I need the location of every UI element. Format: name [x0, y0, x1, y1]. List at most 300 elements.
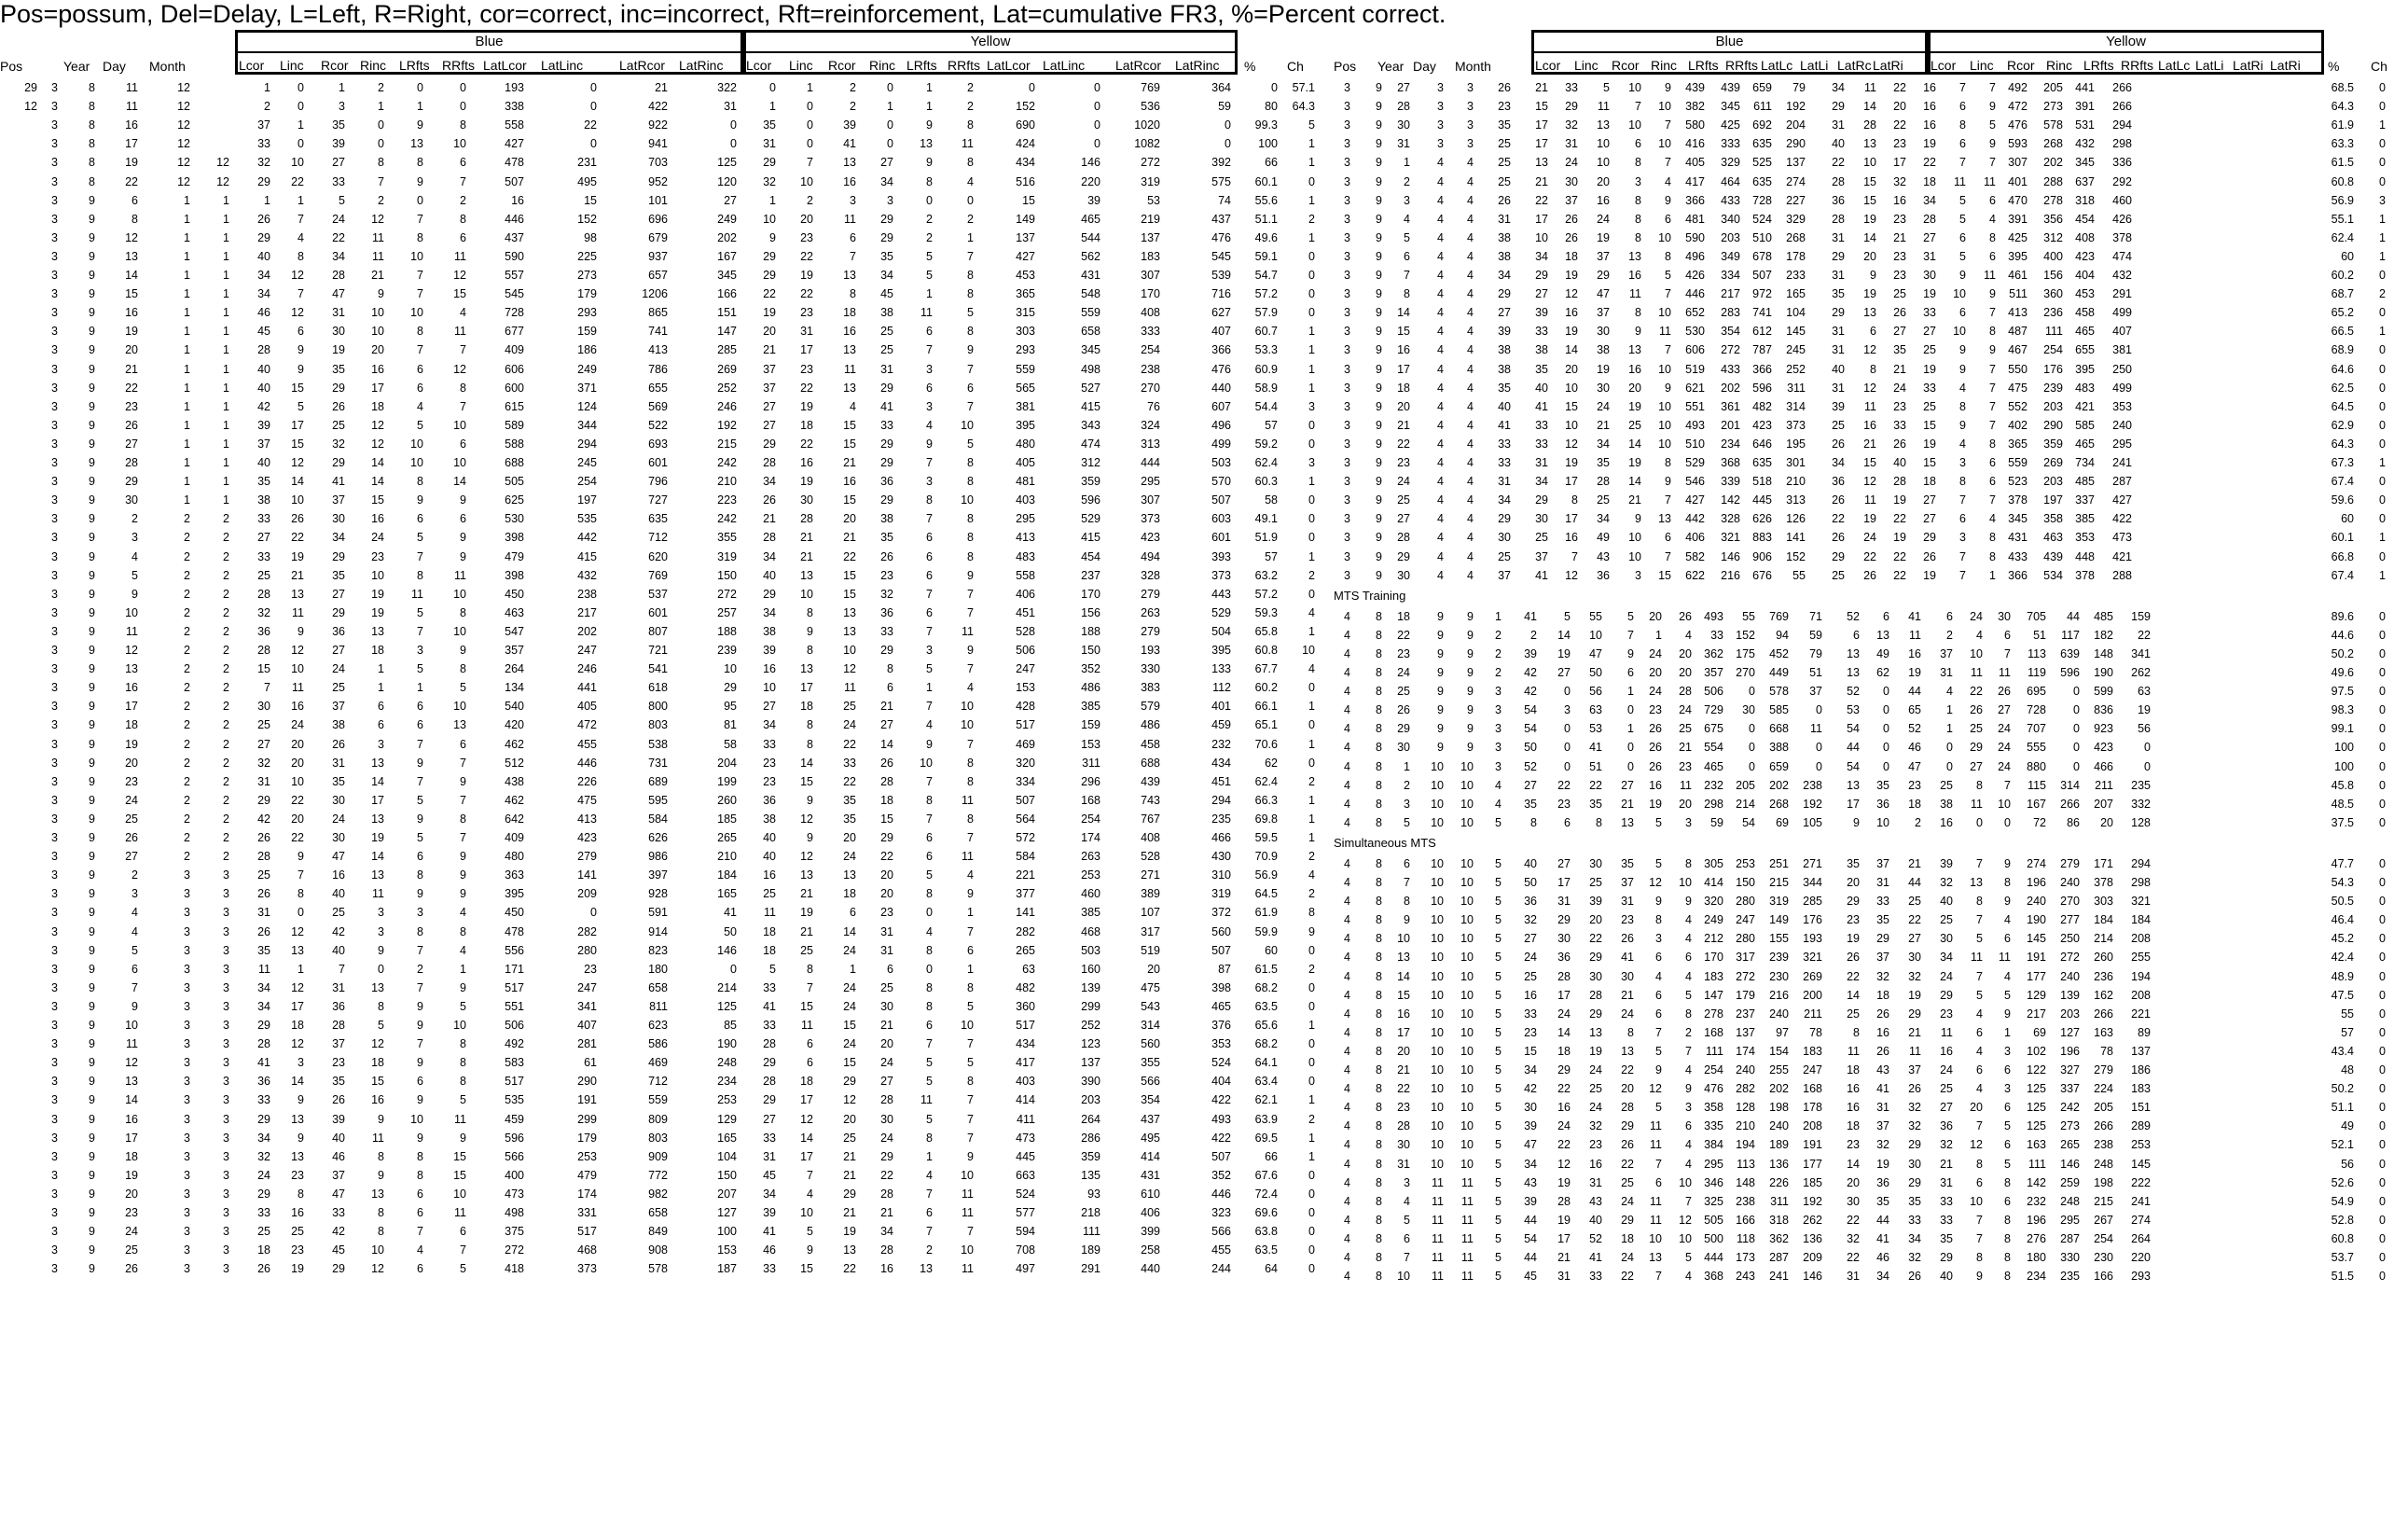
table-cell: 11	[1971, 666, 1983, 679]
table-cell: 27	[880, 1075, 893, 1089]
table-cell: 18	[371, 644, 384, 657]
table-cell: 398	[1211, 980, 1231, 994]
left-blue-group-label: Blue	[238, 33, 740, 53]
table-cell: 1	[1308, 1019, 1315, 1032]
table-cell: 455	[1211, 1243, 1231, 1257]
table-cell: 507	[505, 174, 524, 188]
table-cell: 22	[1847, 1213, 1860, 1227]
table-cell: 37	[1940, 646, 1953, 660]
table-cell: 11	[962, 793, 974, 807]
table-cell: 0	[590, 81, 597, 94]
table-cell: 4	[1467, 362, 1474, 376]
table-cell: 178	[1786, 249, 1806, 263]
table-cell: 17	[800, 343, 813, 357]
table-cell: 545	[1211, 249, 1231, 263]
table-cell: 0	[590, 906, 597, 920]
table-cell: 9	[298, 624, 304, 638]
table-cell: 1	[926, 1149, 933, 1163]
table-cell: 22	[843, 774, 856, 788]
table-cell: 4	[1437, 287, 1444, 301]
table-cell: 15	[453, 1168, 466, 1182]
table-cell: 38	[1535, 343, 1548, 357]
table-cell: 28	[257, 343, 270, 357]
table-cell: 14	[125, 269, 138, 282]
table-cell: 9	[1665, 193, 1671, 207]
table-cell: 2	[223, 531, 229, 545]
table-cell: 11	[1864, 493, 1876, 507]
table-cell: 6	[1627, 666, 1634, 679]
table-cell: 202	[577, 624, 597, 638]
column-header: LatRinc	[1175, 58, 1220, 73]
table-cell: 34	[1940, 951, 1953, 965]
table-cell: 13	[843, 381, 856, 395]
table-cell: 298	[2112, 137, 2132, 151]
table-cell: 20	[291, 737, 304, 751]
table-cell: 37	[332, 1168, 345, 1182]
table-cell: 29	[1908, 1175, 1921, 1189]
table-cell: 11	[1909, 628, 1921, 642]
table-cell: 1	[1308, 325, 1315, 339]
table-cell: 395	[505, 887, 524, 901]
table-cell: 53.7	[2331, 1251, 2354, 1264]
table-cell: 493	[1211, 1112, 1231, 1126]
table-cell: 411	[1017, 1112, 1035, 1126]
table-cell: 55	[2341, 1007, 2354, 1021]
table-cell: 11	[962, 1206, 974, 1219]
table-cell: 294	[1211, 793, 1231, 807]
table-cell: 11	[1971, 951, 1983, 965]
table-cell: 64.3	[1292, 100, 1315, 114]
table-cell: 1	[1495, 609, 1502, 623]
table-cell: 7	[1959, 568, 1966, 582]
table-cell: 0	[1271, 81, 1278, 94]
table-cell: 8	[2004, 1270, 2011, 1284]
table-cell: 250	[2060, 932, 2080, 946]
table-cell: 28	[1557, 1194, 1571, 1208]
table-cell: 4	[1437, 325, 1444, 339]
table-cell: 26	[1863, 568, 1876, 582]
table-cell: 473	[1016, 1131, 1035, 1145]
section-label-simultaneous-mts: Simultaneous MTS	[1334, 835, 1436, 850]
table-cell: 60.9	[1254, 362, 1278, 376]
table-cell: 11	[126, 100, 138, 114]
table-cell: 10	[410, 249, 423, 263]
column-header: LRfts	[906, 58, 937, 73]
table-cell: 25	[1535, 531, 1548, 545]
column-header: LatLinc	[1043, 58, 1086, 73]
table-cell: 9	[2004, 1007, 2011, 1021]
table-cell: 128	[2131, 815, 2151, 829]
table-cell: 1	[1308, 737, 1315, 751]
table-cell: 10	[1460, 932, 1474, 946]
table-cell: 693	[648, 437, 668, 451]
table-cell: 13	[371, 980, 384, 994]
table-cell: 53	[1589, 722, 1602, 736]
table-cell: 3	[51, 230, 58, 244]
table-cell: 3	[298, 1056, 304, 1070]
table-cell: 18	[1557, 1044, 1571, 1058]
table-cell: 12	[1565, 287, 1578, 301]
table-cell: 559	[2008, 456, 2027, 469]
table-cell: 10	[1597, 137, 1610, 151]
table-cell: 27	[880, 718, 893, 732]
table-cell: 237	[1736, 1007, 1755, 1021]
table-cell: 41	[1908, 609, 1921, 623]
table-cell: 559	[1016, 362, 1035, 376]
table-cell: 30	[1557, 932, 1571, 946]
table-cell: 0	[1946, 759, 1953, 773]
table-cell: 7	[1655, 1157, 1662, 1171]
table-cell: 264	[1081, 1112, 1100, 1126]
table-cell: 69	[1776, 815, 1789, 829]
table-cell: 36	[1524, 895, 1537, 909]
table-cell: 99.1	[2331, 722, 2354, 736]
table-cell: 21	[800, 549, 813, 563]
table-cell: 51.1	[1254, 212, 1278, 226]
table-cell: 31	[1557, 895, 1571, 909]
table-cell: 3	[1344, 306, 1350, 320]
table-cell: 2	[223, 718, 229, 732]
table-cell: 19	[1923, 287, 1936, 301]
table-cell: 10	[1431, 1063, 1444, 1076]
table-cell: 26	[332, 399, 345, 413]
table-cell: 6	[417, 362, 423, 376]
table-cell: 418	[505, 1262, 524, 1276]
table-cell: 232	[1211, 737, 1231, 751]
table-cell: 345	[2008, 512, 2027, 526]
table-cell: 534	[2043, 568, 2063, 582]
table-cell: 22	[800, 287, 813, 301]
table-cell: 29	[1940, 988, 1953, 1002]
table-cell: 19	[1893, 531, 1906, 545]
table-cell: 260	[717, 793, 737, 807]
table-cell: 11	[1999, 666, 2011, 679]
table-cell: 4	[1437, 174, 1444, 188]
table-cell: 0	[1308, 1056, 1315, 1070]
table-cell: 3	[1344, 118, 1350, 132]
table-cell: 3	[223, 924, 229, 938]
table-cell: 159	[1081, 718, 1100, 732]
table-cell: 219	[1141, 212, 1160, 226]
table-cell: 3	[223, 1168, 229, 1182]
table-cell: 192	[1803, 1194, 1822, 1208]
table-cell: 657	[648, 269, 668, 282]
table-cell: 0	[2379, 969, 2386, 983]
table-cell: 4	[1437, 456, 1444, 469]
table-cell: 8	[1376, 1251, 1382, 1264]
table-cell: 33	[257, 1093, 270, 1107]
table-cell: 6	[1946, 609, 1953, 623]
table-cell: 18	[1397, 609, 1410, 623]
table-cell: 413	[648, 343, 668, 357]
table-cell: 35	[1893, 343, 1906, 357]
table-cell: 1	[1308, 549, 1315, 563]
table-cell: 22	[1621, 1270, 1634, 1284]
table-cell: 29	[1876, 932, 1889, 946]
table-cell: 295	[2060, 1213, 2080, 1227]
table-cell: 35	[1847, 856, 1860, 870]
table-cell: 0	[730, 137, 737, 151]
table-cell: 437	[1211, 212, 1231, 226]
table-cell: 2	[926, 230, 933, 244]
table-cell: 45	[763, 1168, 776, 1182]
table-cell: 0	[2379, 685, 2386, 699]
table-cell: 12	[291, 269, 304, 282]
table-cell: 8	[417, 230, 423, 244]
table-cell: 10	[1953, 287, 1966, 301]
table-cell: 6	[417, 700, 423, 714]
table-cell: 10	[961, 493, 974, 507]
table-cell: 363	[505, 868, 524, 882]
table-cell: 7	[967, 1112, 974, 1126]
table-cell: 6	[887, 681, 893, 695]
table-cell: 9	[769, 230, 776, 244]
table-cell: 279	[1141, 587, 1160, 601]
table-cell: 17	[291, 999, 304, 1013]
table-cell: 8	[1376, 932, 1382, 946]
table-cell: 29	[1565, 100, 1578, 114]
table-cell: 323	[1211, 1206, 1231, 1219]
table-cell: 34	[763, 718, 776, 732]
table-cell: 3	[184, 1243, 190, 1257]
table-cell: 24	[371, 531, 384, 545]
table-cell: 1	[298, 118, 304, 132]
table-cell: 9	[1467, 703, 1474, 717]
table-cell: 4	[1976, 1007, 1983, 1021]
table-cell: 3	[51, 850, 58, 864]
table-cell: 8	[1989, 230, 1996, 244]
table-cell: 19	[763, 306, 776, 320]
table-cell: 33	[332, 174, 345, 188]
table-cell: 0	[1029, 81, 1035, 94]
table-cell: 9	[1376, 343, 1382, 357]
table-cell: 221	[2131, 1007, 2151, 1021]
table-cell: 210	[717, 850, 737, 864]
table-cell: 262	[1803, 1213, 1822, 1227]
table-cell: 50	[724, 924, 737, 938]
table-cell: 62.4	[1254, 456, 1278, 469]
table-cell: 12	[291, 924, 304, 938]
table-cell: 47	[332, 287, 345, 301]
table-cell: 21	[843, 1206, 856, 1219]
table-cell: 9	[1437, 609, 1444, 623]
table-cell: 4	[131, 924, 138, 938]
table-cell: 26	[1498, 193, 1511, 207]
table-cell: 9	[460, 531, 466, 545]
table-cell: 445	[1016, 1149, 1035, 1163]
table-cell: 39	[332, 137, 345, 151]
table-cell: 159	[2131, 609, 2151, 623]
table-cell: 51	[2033, 628, 2046, 642]
table-cell: 405	[1016, 456, 1035, 469]
table-cell: 3	[51, 756, 58, 770]
table-cell: 10	[1460, 1119, 1474, 1133]
table-cell: 480	[1016, 437, 1035, 451]
table-cell: 28	[880, 1243, 893, 1257]
table-cell: 399	[1141, 1225, 1160, 1239]
table-cell: 14	[1557, 628, 1571, 642]
table-cell: 0	[1564, 741, 1571, 755]
table-cell: 769	[1769, 609, 1789, 623]
table-cell: 0	[378, 118, 384, 132]
table-cell: 3	[51, 831, 58, 844]
table-cell: 294	[2112, 118, 2132, 132]
table-cell: 19	[1597, 230, 1610, 244]
table-cell: 10	[1953, 325, 1966, 339]
table-cell: 39	[1498, 325, 1511, 339]
table-cell: 22	[1621, 1157, 1634, 1171]
table-cell: 1	[1655, 628, 1662, 642]
table-cell: 238	[1141, 362, 1160, 376]
table-cell: 22	[763, 287, 776, 301]
table-cell: 29	[332, 381, 345, 395]
table-cell: 31	[1832, 230, 1845, 244]
table-cell: 14	[291, 475, 304, 489]
table-cell: 18	[880, 793, 893, 807]
table-cell: 238	[1736, 1194, 1755, 1208]
table-cell: 27	[724, 193, 737, 207]
table-cell: 8	[926, 999, 933, 1013]
table-cell: 10	[1597, 156, 1610, 170]
table-cell: 440	[1141, 1262, 1160, 1276]
table-cell: 34	[1535, 249, 1548, 263]
table-cell: 517	[577, 1225, 597, 1239]
column-header: Month	[1455, 59, 1491, 74]
table-cell: 0	[1308, 1075, 1315, 1089]
table-cell: 2	[1404, 778, 1410, 792]
table-cell: 152	[1786, 549, 1806, 563]
table-cell: 359	[1081, 1149, 1100, 1163]
table-cell: 42	[332, 1225, 345, 1239]
column-header: LatLcor	[987, 58, 1031, 73]
table-cell: 149	[1769, 913, 1789, 927]
table-cell: 9	[89, 212, 95, 226]
table-cell: 426	[1685, 269, 1705, 282]
table-cell: 3	[1404, 1175, 1410, 1189]
table-cell: 45	[257, 325, 270, 339]
table-cell: 5	[807, 1225, 813, 1239]
table-cell: 0	[2379, 609, 2386, 623]
table-cell: 470	[2008, 193, 2027, 207]
table-cell: 273	[2043, 100, 2063, 114]
table-cell: 2	[1495, 666, 1502, 679]
table-cell: 10	[1431, 876, 1444, 889]
table-cell: 29	[880, 644, 893, 657]
table-cell: 1	[223, 362, 229, 376]
table-cell: 511	[2009, 287, 2027, 301]
table-cell: 566	[1211, 1225, 1231, 1239]
table-cell: 3	[51, 1187, 58, 1201]
table-cell: 9	[1665, 475, 1671, 489]
table-cell: 9	[1376, 512, 1382, 526]
table-cell: 8	[460, 1075, 466, 1089]
table-cell: 44.6	[2331, 628, 2354, 642]
table-cell: 5	[1308, 118, 1315, 132]
table-cell: 8	[89, 174, 95, 188]
table-cell: 24	[880, 1131, 893, 1145]
table-cell: 25	[1597, 493, 1610, 507]
table-cell: 54	[1524, 1231, 1537, 1245]
table-cell: 344	[577, 418, 597, 432]
table-cell: 174	[1736, 1044, 1755, 1058]
table-cell: 22	[1847, 969, 1860, 983]
table-cell: 9	[89, 437, 95, 451]
table-cell: 0	[1094, 137, 1100, 151]
table-cell: 8	[1627, 1025, 1634, 1039]
table-cell: 475	[1141, 980, 1160, 994]
table-cell: 100	[1258, 137, 1278, 151]
table-cell: 26	[1847, 951, 1860, 965]
table-cell: 492	[505, 1037, 524, 1051]
table-cell: 7	[1989, 306, 1996, 320]
table-cell: 15	[880, 812, 893, 826]
table-cell: 26	[125, 418, 138, 432]
table-cell: 0	[590, 137, 597, 151]
table-cell: 226	[577, 774, 597, 788]
table-cell: 299	[577, 1112, 597, 1126]
table-cell: 137	[2131, 1044, 2151, 1058]
table-cell: 9	[1404, 913, 1410, 927]
table-cell: 623	[648, 1019, 668, 1032]
table-cell: 26	[1649, 741, 1662, 755]
table-cell: 3	[51, 1019, 58, 1032]
table-cell: 19	[1557, 646, 1571, 660]
table-cell: 11	[258, 962, 270, 976]
table-cell: 444	[1704, 1251, 1723, 1264]
table-cell: 395	[2075, 362, 2095, 376]
table-cell: 928	[648, 887, 668, 901]
table-cell: 146	[1803, 1270, 1822, 1284]
table-cell: 312	[1081, 456, 1100, 469]
table-cell: 7	[1635, 100, 1641, 114]
table-cell: 4	[1495, 778, 1502, 792]
table-cell: 3	[1344, 137, 1350, 151]
table-cell: 339	[1721, 475, 1740, 489]
table-cell: 52	[1589, 1231, 1602, 1245]
table-cell: 307	[2008, 156, 2027, 170]
table-cell: 3	[184, 1149, 190, 1163]
table-cell: 439	[1141, 774, 1160, 788]
table-cell: 727	[648, 493, 668, 507]
table-cell: 25	[332, 418, 345, 432]
table-cell: 505	[1704, 1213, 1723, 1227]
table-cell: 15	[800, 774, 813, 788]
table-cell: 527	[1081, 381, 1100, 395]
table-cell: 8	[378, 1149, 384, 1163]
table-cell: 3	[51, 343, 58, 357]
table-cell: 0	[1308, 1225, 1315, 1239]
table-cell: 5	[1495, 815, 1502, 829]
table-cell: 9	[1376, 568, 1382, 582]
table-cell: 29	[1557, 1063, 1571, 1076]
table-cell: 3	[1344, 287, 1350, 301]
table-cell: 63.9	[1254, 1112, 1278, 1126]
table-cell: 462	[505, 793, 524, 807]
table-cell: 10	[453, 587, 466, 601]
table-cell: 0	[1225, 118, 1231, 132]
table-cell: 0	[298, 137, 304, 151]
table-cell: 19	[371, 587, 384, 601]
table-cell: 55.6	[1254, 193, 1278, 207]
column-header: Lcor	[1931, 58, 1957, 73]
column-header: %	[1244, 59, 1256, 74]
table-cell: 179	[577, 1131, 597, 1145]
table-cell: 4	[298, 230, 304, 244]
table-cell: 329	[1721, 156, 1740, 170]
table-cell: 407	[577, 1019, 597, 1032]
table-cell: 4	[1344, 969, 1350, 983]
table-cell: 11	[372, 1131, 384, 1145]
